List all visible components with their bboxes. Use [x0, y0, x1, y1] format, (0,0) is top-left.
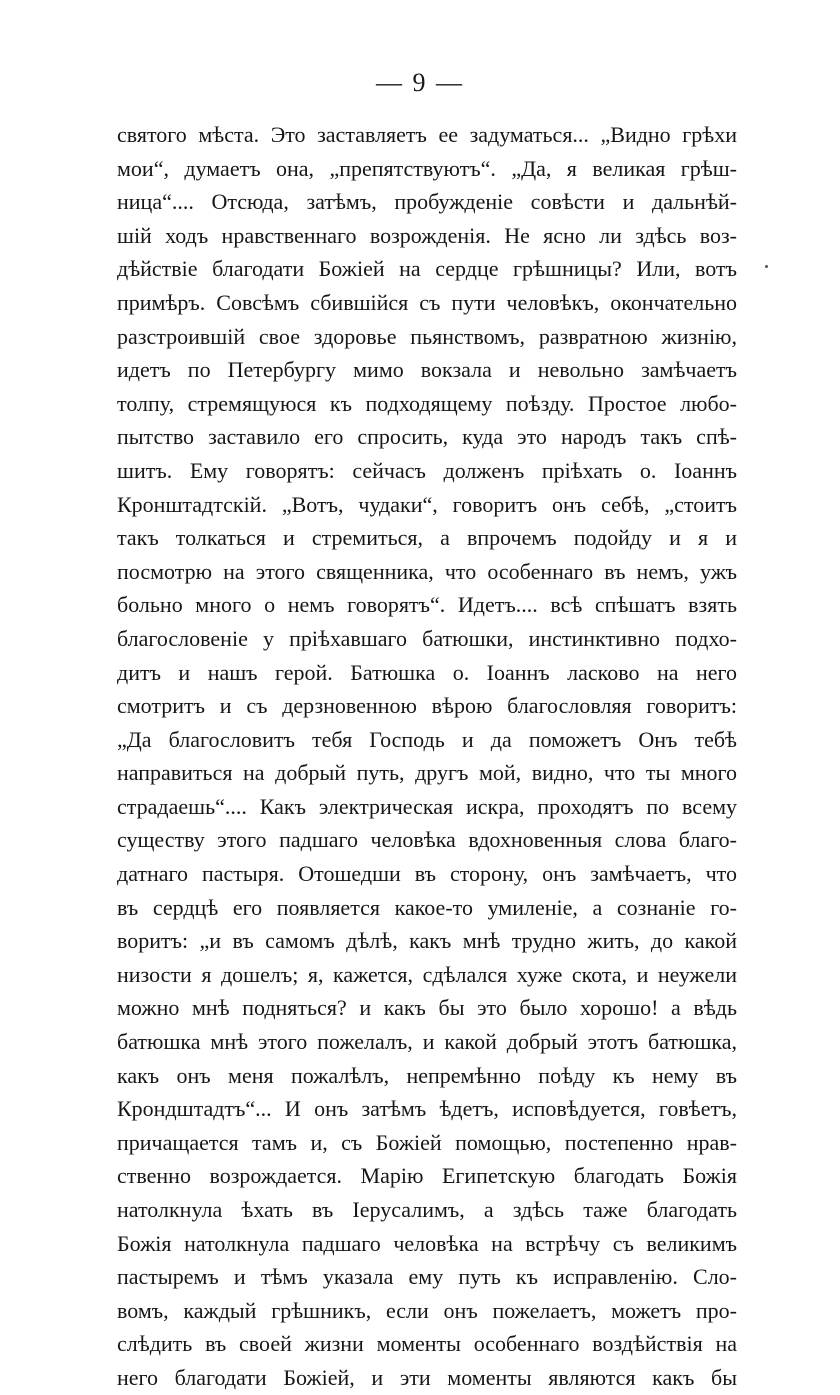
- text-line: пастыремъ и тѣмъ указала ему путь къ исправленію. Сло-: [117, 1264, 737, 1290]
- text-line: больно много о немъ говорятъ“. Идетъ.... всѣ спѣшатъ взять: [117, 592, 737, 618]
- text-line: благословеніе у пріѣхавшаго батюшки, инстинктивно подхо-: [117, 625, 737, 651]
- text-line: толпу, стремящуюся къ подходящему поѣзду. Простое любо-: [117, 390, 737, 416]
- text-line: низости я дошелъ; я, кажется, сдѣлался хуже скота, и неужели: [117, 961, 737, 987]
- text-line: мои“, думаетъ она, „препятствуютъ“. „Да, я великая грѣш-: [117, 155, 737, 181]
- text-line: идетъ по Петербургу мимо вокзала и невольно замѣчаетъ: [117, 357, 737, 383]
- text-line: въ сердцѣ его появляется какое-то умиленіе, а сознаніе го-: [117, 894, 737, 920]
- text-line: него благодати Божіей, и эти моменты являются какъ бы: [117, 1364, 737, 1390]
- text-line: Кронштадтскій. „Вотъ, чудаки“, говоритъ онъ себѣ, „стоитъ: [117, 491, 737, 517]
- page-number: — 9 —: [376, 68, 464, 97]
- text-line: Крондштадтъ“... И онъ затѣмъ ѣдетъ, исповѣдуется, говѣетъ,: [117, 1096, 737, 1122]
- text-line: шитъ. Ему говорятъ: сейчасъ долженъ пріѣхать о. Іоаннъ: [117, 457, 737, 483]
- text-line: существу этого падшаго человѣка вдохновенныя слова благо-: [117, 827, 737, 853]
- text-line: причащается тамъ и, съ Божіей помощью, постепенно нрав-: [117, 1129, 737, 1155]
- text-line: дитъ и нашъ герой. Батюшка о. Іоаннъ ласково на него: [117, 659, 737, 685]
- text-line: натолкнула ѣхать въ Іерусалимъ, а здѣсь таже благодать: [117, 1197, 737, 1222]
- text-line: посмотрю на этого священника, что особеннаго въ немъ, ужъ: [117, 558, 737, 584]
- text-line: „Да благословитъ тебя Господь и да поможетъ Онъ тебѣ: [117, 726, 737, 752]
- text-line: Божія натолкнула падшаго человѣка на встрѣчу съ великимъ: [117, 1230, 737, 1256]
- text-line: какъ онъ меня пожалѣлъ, непремѣнно поѣду къ нему въ: [117, 1062, 737, 1088]
- text-line: такъ толкаться и стремиться, а впрочемъ подойду и я и: [117, 525, 737, 551]
- text-line: ственно возрождается. Марію Египетскую благодать Божія: [117, 1163, 737, 1189]
- text-line: слѣдить въ своей жизни моменты особеннаго воздѣйствія на: [117, 1331, 737, 1357]
- body-text: [117, 118, 737, 1395]
- text-line: направиться на добрый путь, другъ мой, видно, что ты много: [117, 760, 737, 786]
- text-line: можно мнѣ подняться? и какъ бы это было хорошо! а вѣдь: [117, 995, 737, 1021]
- text-line: датнаго пастыря. Отошедши въ сторону, онъ замѣчаетъ, что: [117, 861, 737, 887]
- text-line: страдаешь“.... Какъ электрическая искра, проходятъ по всему: [117, 793, 737, 819]
- text-line: дѣйствіе благодати Божіей на сердце грѣшницы? Или, вотъ: [117, 256, 737, 282]
- text-line: разстроившій свое здоровье пьянствомъ, развратною жизнію,: [117, 323, 737, 349]
- margin-mark: [765, 265, 768, 268]
- text-line: смотритъ и съ дерзновенною вѣрою благословляя говоритъ:: [117, 693, 737, 719]
- text-line: вомъ, каждый грѣшникъ, если онъ пожелаетъ, можетъ про-: [117, 1297, 737, 1323]
- text-line: примѣръ. Совсѣмъ сбившійся съ пути человѣкъ, окончательно: [117, 289, 737, 315]
- text-line: ница“.... Отсюда, затѣмъ, пробужденіе совѣсти и дальнѣй-: [117, 189, 737, 215]
- text-line: батюшка мнѣ этого пожелалъ, и какой добрый этотъ батюшка,: [117, 1029, 737, 1055]
- text-line: святого мѣста. Это заставляетъ ее задуматься... „Видно грѣхи: [117, 122, 737, 147]
- text-line: шій ходъ нравственнаго возрожденія. Не ясно ли здѣсь воз-: [117, 222, 737, 248]
- text-line: пытство заставило его спросить, куда это народъ такъ спѣ-: [117, 424, 737, 450]
- text-line: воритъ: „и въ самомъ дѣлѣ, какъ мнѣ трудно жить, до какой: [117, 928, 737, 954]
